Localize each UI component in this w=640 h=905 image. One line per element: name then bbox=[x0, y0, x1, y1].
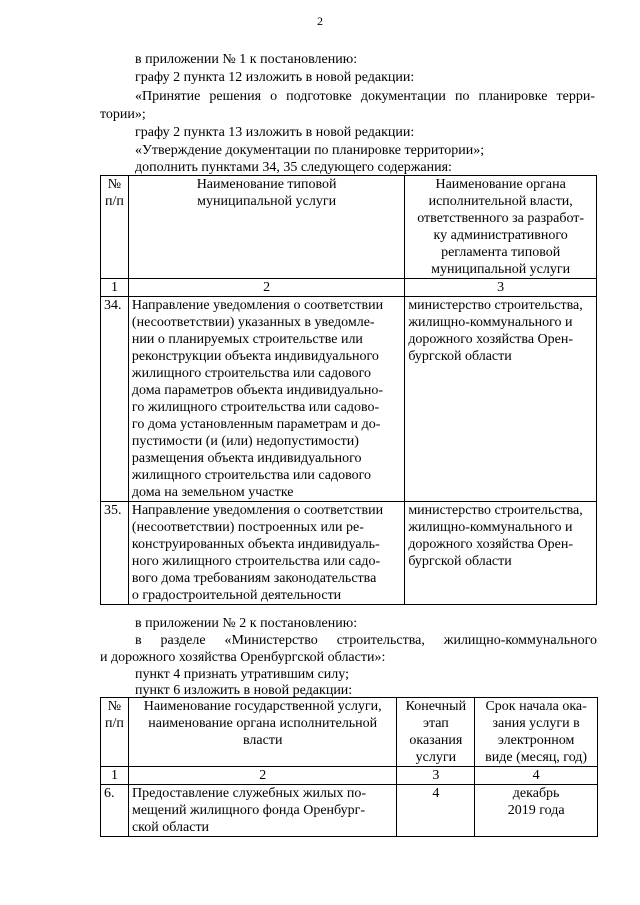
table-header-row bbox=[101, 698, 598, 767]
middle-line: пункт 4 признать утратившим силу; bbox=[135, 667, 349, 682]
start-date: декабрь 2019 года bbox=[475, 785, 598, 837]
intro-line: графу 2 пункта 12 изложить в новой редакции: bbox=[135, 70, 415, 85]
intro-line: «Принятие решения о подготовке документации по планировке терри- bbox=[135, 89, 595, 104]
column-number: 2 bbox=[128, 767, 397, 785]
services-table-1 bbox=[100, 175, 597, 605]
row-number: 34. bbox=[101, 297, 129, 502]
service-name: Предоставление служебных жилых по- мещений жилищного фонда Оренбург- ской области bbox=[128, 785, 397, 837]
page-number: 2 bbox=[317, 14, 323, 28]
column-number: 3 bbox=[397, 767, 475, 785]
intro-line: тории»; bbox=[100, 107, 146, 122]
header-final-stage: Конечный этап оказания услуги bbox=[397, 698, 475, 767]
header-authority: Наименование органа исполнительной власти, ответственного за разработ- ку административного регламента типовой муниципальной услуги bbox=[405, 176, 597, 279]
intro-line: «Утверждение документации по планировке территории»; bbox=[135, 143, 485, 158]
header-number: № п/п bbox=[101, 176, 129, 279]
intro-line: дополнить пунктами 34, 35 следующего содержания: bbox=[135, 160, 452, 175]
column-number: 3 bbox=[405, 279, 597, 297]
header-service-name: Наименование государственной услуги, наименование органа исполнительной власти bbox=[128, 698, 397, 767]
header-start-date: Срок начала ока- зания услуги в электронном виде (месяц, год) bbox=[475, 698, 598, 767]
column-number: 1 bbox=[101, 279, 129, 297]
table-row bbox=[101, 297, 597, 502]
column-number: 1 bbox=[101, 767, 129, 785]
authority-name: министерство строительства, жилищно-коммунального и дорожного хозяйства Орен- бургской области bbox=[405, 502, 597, 605]
middle-line: в разделе «Министерство строительства, жилищно-коммунального bbox=[135, 633, 597, 648]
row-number: 6. bbox=[101, 785, 129, 837]
authority-name: министерство строительства, жилищно-коммунального и дорожного хозяйства Орен- бургской области bbox=[405, 297, 597, 502]
middle-line: в приложении № 2 к постановлению: bbox=[135, 616, 358, 631]
column-number: 4 bbox=[475, 767, 598, 785]
service-name: Направление уведомления о соответствии (несоответствии) построенных или ре- конструированных объекта индивидуаль- ного жилищного строительства или садо- вого дома требованиям законодательства о градостроительной деятельности bbox=[128, 502, 404, 605]
column-number-row bbox=[101, 767, 598, 785]
middle-line: пункт 6 изложить в новой редакции: bbox=[135, 683, 353, 698]
header-service-name: Наименование типовой муниципальной услуги bbox=[128, 176, 404, 279]
column-number: 2 bbox=[128, 279, 404, 297]
column-number-row bbox=[101, 279, 597, 297]
services-table-2 bbox=[100, 697, 598, 837]
service-name: Направление уведомления о соответствии (несоответствии) указанных в уведомле- нии о планируемых строительстве или реконструкции объекта индивидуального жилищного строительства или садового дома параметров объекта индивидуально- го жилищного строительства или садово- го дома установленным параметрам и до- пустимости (и (или) недопустимости) размещения объекта индивидуального жилищного строительства или садового дома на земельном участке bbox=[128, 297, 404, 502]
intro-line: в приложении № 1 к постановлению: bbox=[135, 52, 358, 67]
final-stage: 4 bbox=[397, 785, 475, 837]
header-number: № п/п bbox=[101, 698, 129, 767]
row-number: 35. bbox=[101, 502, 129, 605]
table-row bbox=[101, 502, 597, 605]
middle-line: и дорожного хозяйства Оренбургской области»: bbox=[100, 650, 386, 665]
intro-line: графу 2 пункта 13 изложить в новой редакции: bbox=[135, 125, 415, 140]
table-header-row bbox=[101, 176, 597, 279]
table-row bbox=[101, 785, 598, 837]
